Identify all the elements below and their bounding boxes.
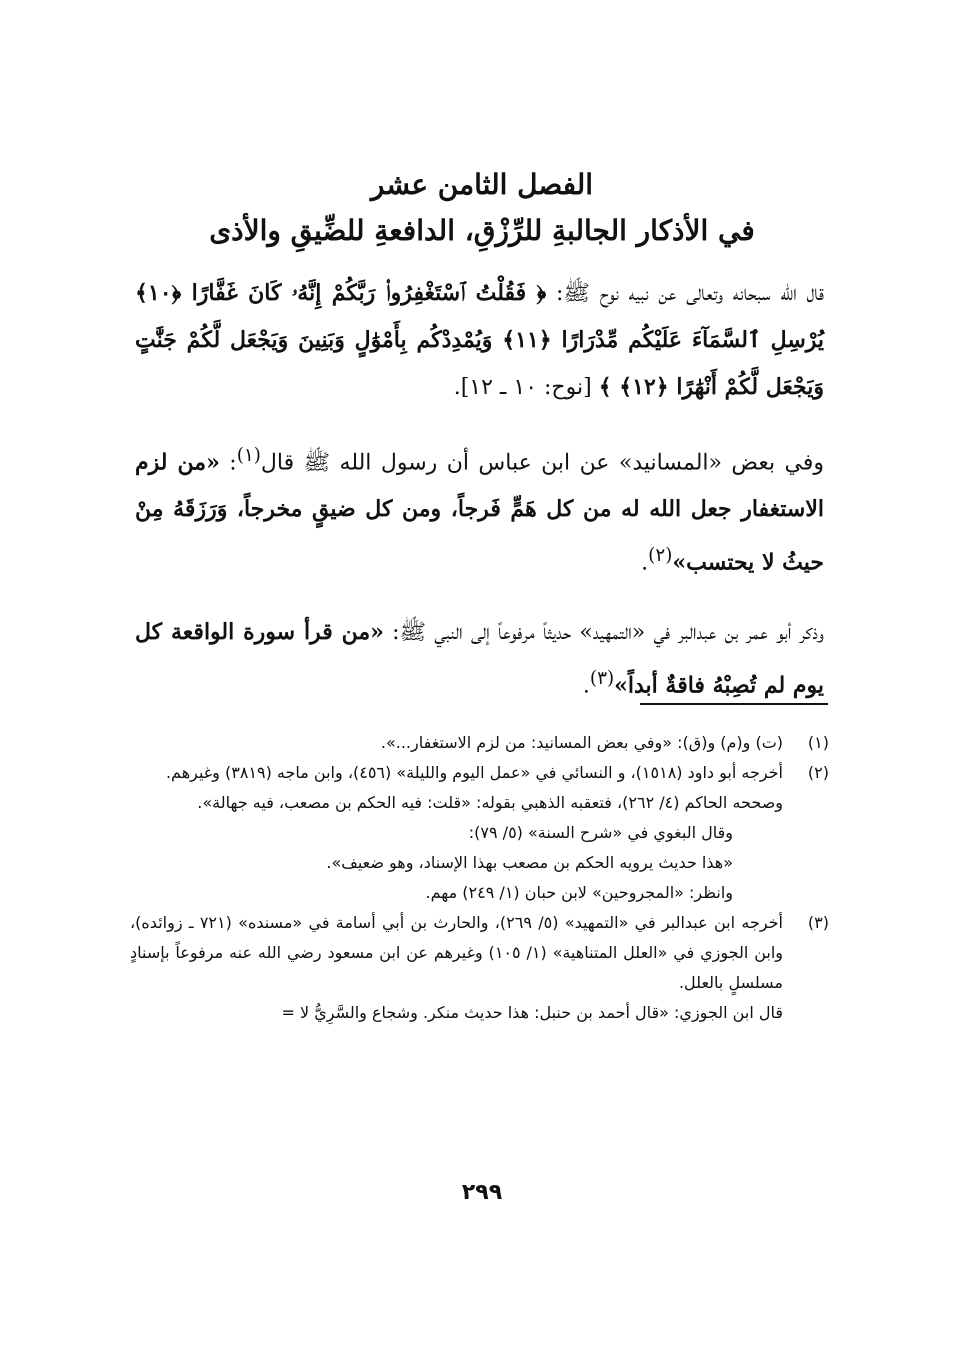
footnote-text: (ت) و(م) و(ق): «وفي بعض المسانيد: من لزم الاستغفار...». bbox=[380, 733, 783, 752]
footnote-3 bbox=[130, 908, 829, 998]
footnote-3-continuation bbox=[130, 998, 829, 1028]
footnote-separator bbox=[640, 703, 828, 705]
hadith-text: «من لزم الاستغفار جعل الله له من كل هَمٍّ فَرجاً، ومن كل ضيقٍ مخرجاً، وَرَزَقَهُ مِنْ حيثُ لا يحتسب» bbox=[135, 449, 824, 576]
footnote-ref-2: (٢) bbox=[648, 545, 673, 567]
page-number: ٢٩٩ bbox=[461, 1180, 503, 1205]
footnote-line: وصححه الحاكم (٤/ ٢٦٢)، فتعقبه الذهبي بقوله: «قلت: فيه الحكم بن مصعب، فيه جهالة». bbox=[197, 793, 783, 812]
footnote-number: (٢) bbox=[807, 763, 829, 782]
punctuation: . bbox=[582, 672, 590, 698]
footnote-text: أخرجه ابن عبدالبر في «التمهيد» (٥/ ٢٦٩)، والحارث بن أبي أسامة في «مسنده» (٧٢١ ـ زوائده)، وابن الجوزي في «العلل المتناهية» (١/ ١٠٥) وغيرهم عن ابن مسعود رضي الله عنه مرفوعاً بإسنادٍ مسلسلٍ بالعلل. bbox=[130, 913, 783, 992]
paragraph-waqiah-hadith bbox=[135, 609, 824, 709]
footnote-2-continuation bbox=[130, 788, 829, 818]
footnote-text: أخرجه أبو داود (١٥١٨)، و النسائي في «عمل اليوم والليلة» (٤٥٦)، وابن ماجه (٣٨١٩) وغيرهم. bbox=[165, 763, 783, 782]
punctuation: : bbox=[219, 450, 237, 476]
punctuation: . bbox=[641, 550, 649, 576]
verse-reference: [نوح: ١٠ ـ ١٢]. bbox=[453, 375, 599, 400]
paragraph-istighfar-hadith bbox=[135, 433, 824, 587]
footnote-ref-1: (١) bbox=[236, 445, 261, 466]
quran-verse: ﴿ فَقُلْتُ ٱسْتَغْفِرُوا۟ رَبَّكُمْ إِنَّهُۥ كَانَ غَفَّارًا ﴿١٠﴾ يُرْسِلِ ٱلسَّمَآءَ عَلَيْكُم مِّدْرَارًا ﴿١١﴾ وَيُمْدِدْكُم بِأَمْوَٰلٍ وَبَنِينَ وَيَجْعَل لَّكُمْ جَنَّٰتٍ وَيَجْعَل لَّكُمْ أَنْهَٰرًا ﴿١٢﴾ ﴾ bbox=[135, 280, 825, 400]
paragraph-intro: وفي بعض «المسانيد» عن ابن عباس أن رسول الله ﷺ قال bbox=[260, 450, 824, 476]
footnote-number: (١) bbox=[807, 733, 829, 752]
footnote-2-quote bbox=[130, 818, 829, 908]
chapter-subtitle: في الأذكار الجالبةِ للرِّزْقِ، الدافعةِ للضِّيقِ والأذى bbox=[209, 214, 755, 247]
paragraph-intro: قال الله سبحانه وتعالى عن نبيه نوح ﷺ: bbox=[546, 281, 825, 306]
footnote-2 bbox=[130, 758, 829, 788]
footnote-ref-3: (٣) bbox=[589, 667, 615, 689]
footnote-number: (٣) bbox=[807, 913, 829, 932]
footnote-line: قال ابن الجوزي: «قال أحمد بن حنبل: هذا حديث منكر. وشجاع والسَّرِيُّ لا = bbox=[281, 1003, 783, 1022]
chapter-heading bbox=[120, 162, 844, 254]
footnote-line: وقال البغوي في «شرح السنة» (٥/ ٧٩): bbox=[468, 823, 733, 842]
footnote-line: وانظر: «المجروحين» لابن حبان (١/ ٢٤٩) مهم. bbox=[425, 883, 733, 902]
main-text bbox=[135, 270, 824, 731]
paragraph-intro: وذكر أبو عمر بن عبدالبر في «التمهيد» حديثاً مرفوعاً إلى النبي ﷺ: bbox=[383, 619, 824, 645]
chapter-title: الفصل الثامن عشر bbox=[370, 168, 594, 201]
footnote-1 bbox=[130, 728, 829, 758]
footnote-line: «هذا حديث يرويه الحكم بن مصعب بهذا الإسناد، وهو ضعيف». bbox=[326, 853, 733, 872]
footnotes bbox=[130, 728, 829, 1028]
paragraph-quran-verse bbox=[135, 270, 824, 411]
hadith-text: «من قرأ سورة الواقعة كل يوم لم تُصِبْهُ فاقةٌ أبداً» bbox=[135, 618, 824, 698]
